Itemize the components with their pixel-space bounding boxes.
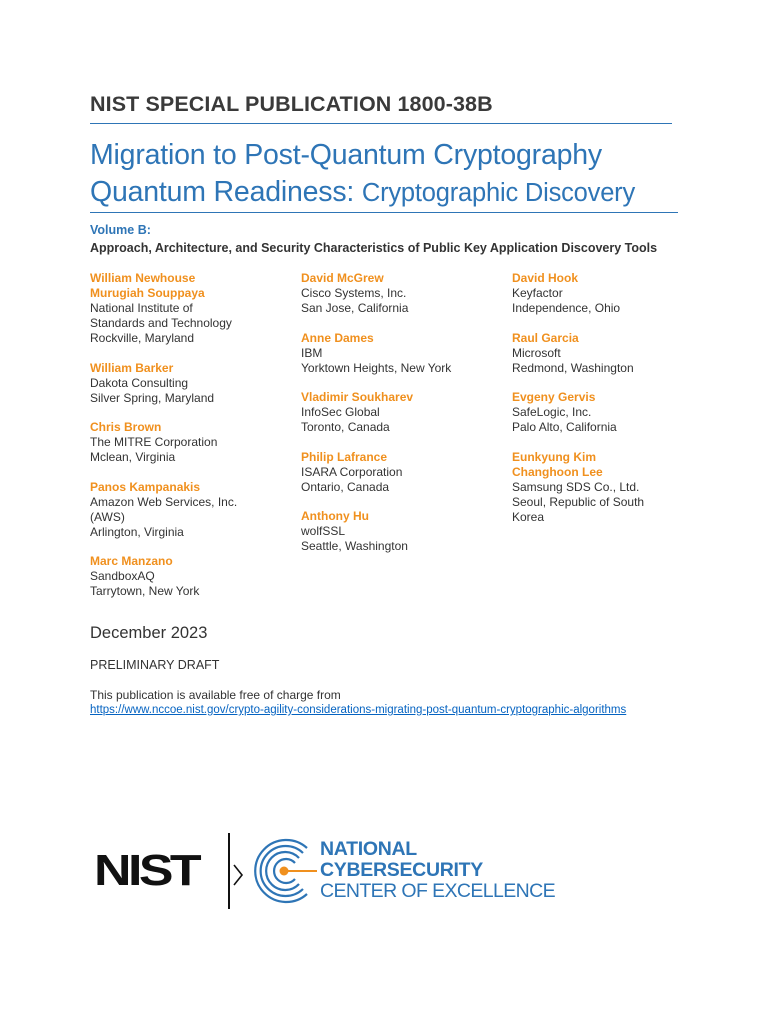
title-line-2-sub: Cryptographic Discovery xyxy=(361,179,636,207)
author-affiliation-line: Arlington, Virginia xyxy=(90,524,184,539)
publication-date: December 2023 xyxy=(90,624,208,642)
author-name: Vladimir Soukharev xyxy=(301,390,414,404)
volume-title: Approach, Architecture, and Security Characteristics of Public Key Application Discovery Tools xyxy=(90,241,658,255)
author-name: William Newhouse xyxy=(90,271,196,285)
series-heading: NIST SPECIAL PUBLICATION 1800-38B xyxy=(90,92,493,116)
nccoe-line-2: CYBERSECURITY xyxy=(320,859,483,881)
author-column-2 xyxy=(301,271,501,569)
author-column-3 xyxy=(512,271,712,539)
author-name: Anne Dames xyxy=(301,330,374,345)
author-affiliation-line: ISARA Corporation xyxy=(301,464,403,479)
author-name: Murugiah Souppaya xyxy=(90,286,205,300)
chevron-icon xyxy=(232,864,244,886)
author-block xyxy=(90,420,290,465)
author-block xyxy=(512,450,712,525)
author-affiliation-line: Redmond, Washington xyxy=(512,360,634,375)
author-affiliation-line: Samsung SDS Co., Ltd. xyxy=(512,479,640,494)
author-name: Anthony Hu xyxy=(301,509,369,523)
author-affiliation-line: Dakota Consulting xyxy=(90,375,189,390)
author-block xyxy=(90,480,290,540)
author-block xyxy=(512,390,712,435)
draft-status: PRELIMINARY DRAFT xyxy=(90,658,220,672)
title-rule xyxy=(90,212,678,213)
title-line-2-main: Quantum Readiness: xyxy=(90,176,355,208)
author-affiliation-line: IBM xyxy=(301,345,323,360)
author-affiliation-line: Cisco Systems, Inc. xyxy=(301,286,407,300)
author-affiliation-line: Yorktown Heights, New York xyxy=(301,360,452,375)
author-affiliation-line: San Jose, California xyxy=(301,301,409,315)
author-block xyxy=(90,271,290,346)
author-name: Philip Lafrance xyxy=(301,449,388,464)
author-block xyxy=(301,450,501,495)
author-name: Raul Garcia xyxy=(512,330,579,345)
nccoe-wordmark xyxy=(320,839,555,902)
author-affiliation-line: Ontario, Canada xyxy=(301,479,390,494)
author-name: Eunkyung Kim xyxy=(512,449,597,464)
author-name: William Barker xyxy=(90,360,174,375)
logo-divider xyxy=(228,833,230,909)
author-name: David McGrew xyxy=(301,271,384,285)
author-affiliation-line: Independence, Ohio xyxy=(512,301,621,315)
author-block xyxy=(301,509,501,554)
author-block xyxy=(512,271,712,316)
author-name: David Hook xyxy=(512,271,579,285)
author-affiliation-line: Seattle, Washington xyxy=(301,539,408,553)
author-block xyxy=(90,554,290,599)
publication-link[interactable]: https://www.nccoe.nist.gov/crypto-agility-considerations-migrating-post-quantum-cryptographic-algorithms xyxy=(90,704,627,716)
author-affiliation-line: SandboxAQ xyxy=(90,569,155,583)
author-block xyxy=(301,331,501,376)
nccoe-line-3: CENTER OF EXCELLENCE xyxy=(320,880,556,902)
author-name: Panos Kampanakis xyxy=(90,479,201,494)
author-name: Evgeny Gervis xyxy=(512,390,596,404)
author-affiliation-line: Standards and Technology xyxy=(90,316,232,330)
author-block xyxy=(90,361,290,406)
author-affiliation-line: Palo Alto, California xyxy=(512,420,617,434)
author-block xyxy=(512,331,712,376)
author-affiliation-line: National Institute of xyxy=(90,301,193,315)
author-affiliation-line: Microsoft xyxy=(512,345,561,360)
author-affiliation-line: Korea xyxy=(512,509,545,524)
nist-logo: NIST xyxy=(94,846,199,895)
availability-text: This publication is available free of charge from xyxy=(90,688,341,702)
author-affiliation-line: InfoSec Global xyxy=(301,405,380,419)
author-block xyxy=(301,390,501,435)
nccoe-emblem-icon xyxy=(247,834,319,908)
author-affiliation-line: Mclean, Virginia xyxy=(90,450,176,464)
author-affiliation-line: Keyfactor xyxy=(512,286,563,300)
author-affiliation-line: (AWS) xyxy=(90,509,125,524)
logo-area xyxy=(94,828,574,914)
volume-label: Volume B: xyxy=(90,223,151,237)
author-block xyxy=(301,271,501,316)
author-affiliation-line: Silver Spring, Maryland xyxy=(90,390,215,405)
nccoe-line-1: NATIONAL xyxy=(320,838,417,860)
author-name: Chris Brown xyxy=(90,420,162,434)
author-affiliation-line: The MITRE Corporation xyxy=(90,435,218,449)
series-rule xyxy=(90,123,672,124)
author-column-1 xyxy=(90,271,290,614)
author-affiliation-line: SafeLogic, Inc. xyxy=(512,405,592,419)
author-name: Marc Manzano xyxy=(90,554,173,568)
title-line-1: Migration to Post-Quantum Cryptography xyxy=(90,139,602,171)
title-line-2 xyxy=(90,174,635,212)
author-affiliation-line: wolfSSL xyxy=(301,524,346,538)
author-affiliation-line: Toronto, Canada xyxy=(301,420,390,434)
author-affiliation-line: Seoul, Republic of South xyxy=(512,494,645,509)
author-affiliation-line: Amazon Web Services, Inc. xyxy=(90,494,238,509)
author-name: Changhoon Lee xyxy=(512,464,603,479)
author-affiliation-line: Tarrytown, New York xyxy=(90,584,200,598)
document-title xyxy=(90,137,635,212)
author-affiliation-line: Rockville, Maryland xyxy=(90,331,195,345)
